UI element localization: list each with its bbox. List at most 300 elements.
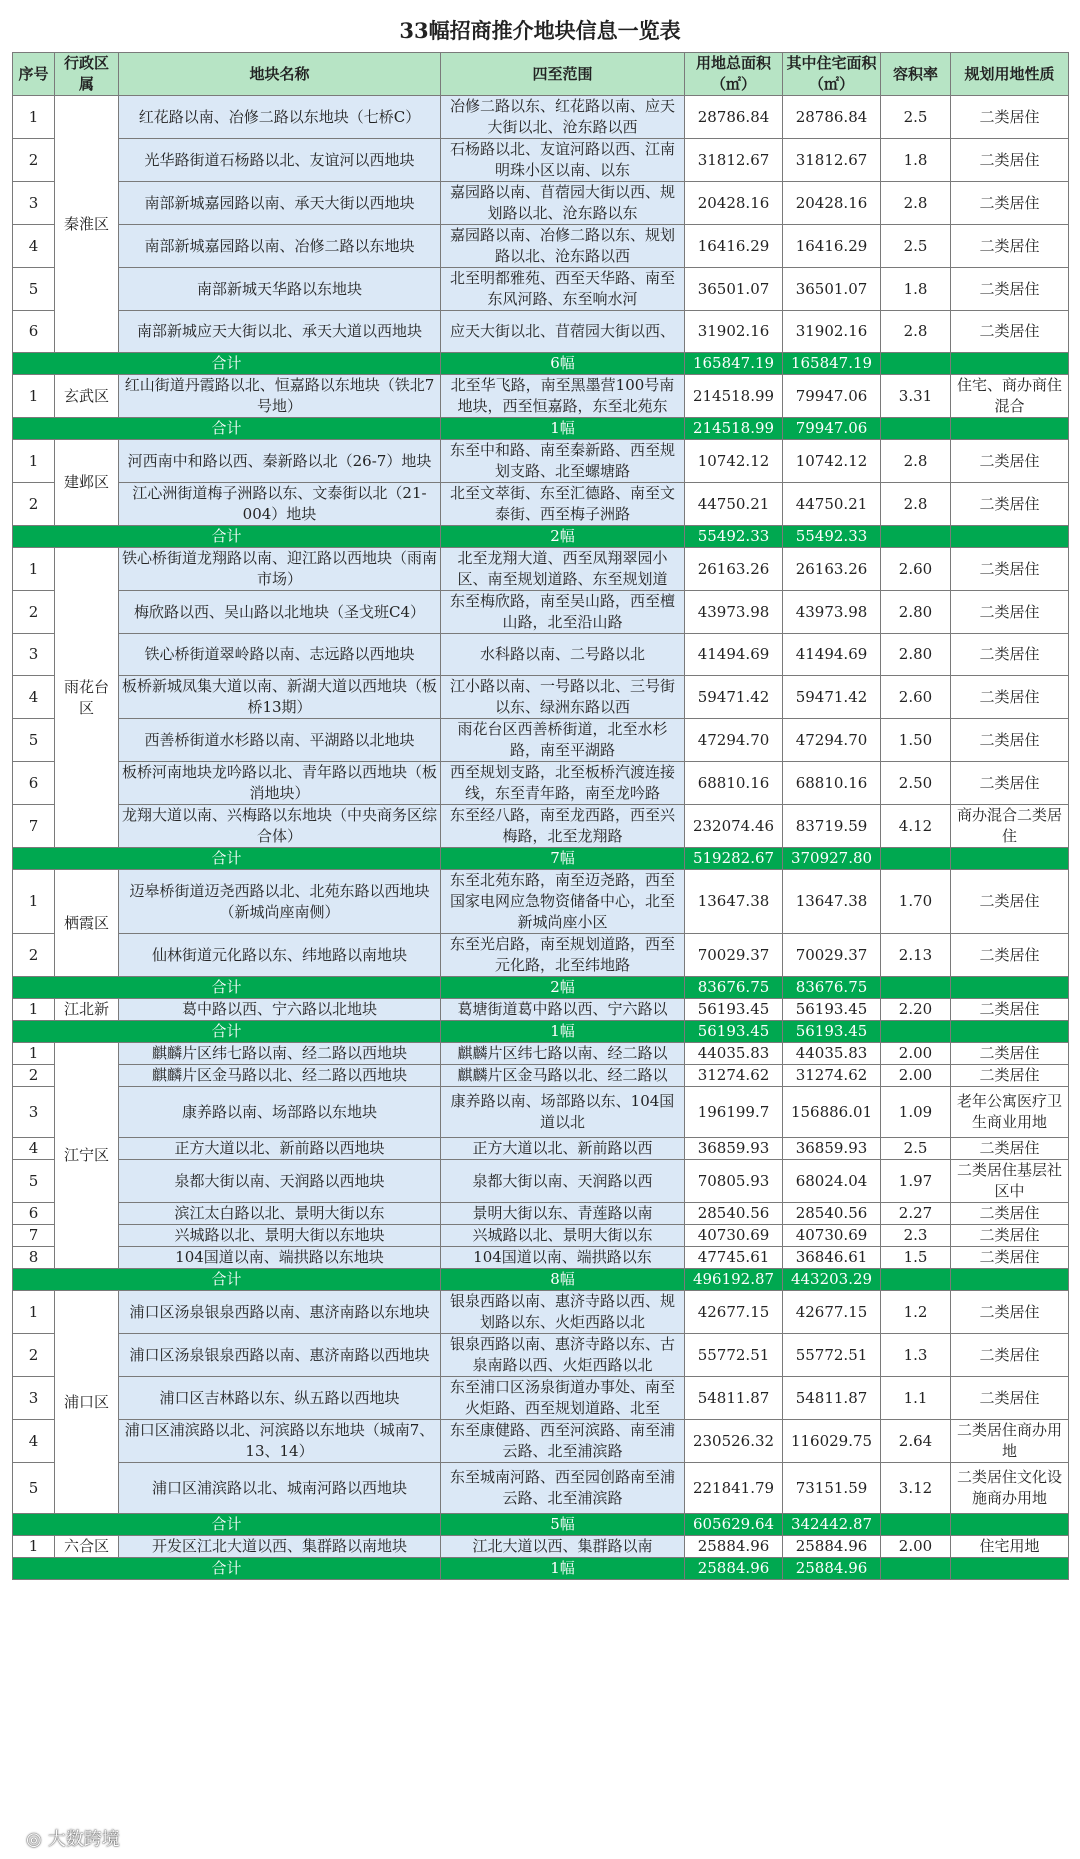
subtotal-res-area: 370927.80 (783, 848, 881, 870)
floor-area-ratio: 2.27 (881, 1203, 951, 1225)
col-header-district: 行政区属 (55, 53, 119, 96)
parcel-range: 江北大道以西、集群路以南 (441, 1536, 685, 1558)
land-use: 二类居住基层社区中 (951, 1160, 1069, 1203)
col-header-res-area: 其中住宅面积（㎡） (783, 53, 881, 96)
land-use: 二类居住 (951, 934, 1069, 977)
residential-area: 31812.67 (783, 139, 881, 182)
total-area: 230526.32 (685, 1420, 783, 1463)
row-number: 1 (13, 96, 55, 139)
district-cell: 六合区 (55, 1536, 119, 1558)
parcel-name: 浦口区吉林路以东、纵五路以西地块 (119, 1377, 441, 1420)
district-cell: 秦淮区 (55, 96, 119, 353)
total-area: 54811.87 (685, 1377, 783, 1420)
subtotal-area: 605629.64 (685, 1514, 783, 1536)
land-use: 二类居住 (951, 1291, 1069, 1334)
subtotal-area: 496192.87 (685, 1269, 783, 1291)
parcel-name: 康养路以南、场部路以东地块 (119, 1087, 441, 1138)
row-number: 1 (13, 375, 55, 418)
subtotal-res-area: 79947.06 (783, 418, 881, 440)
subtotal-label: 合计 (13, 418, 441, 440)
table-row (13, 182, 1069, 225)
parcel-name: 麒麟片区纬七路以南、经二路以西地块 (119, 1043, 441, 1065)
total-area: 232074.46 (685, 805, 783, 848)
land-use: 二类居住 (951, 1225, 1069, 1247)
table-row (13, 1334, 1069, 1377)
subtotal-empty (951, 1269, 1069, 1291)
floor-area-ratio: 3.12 (881, 1463, 951, 1514)
floor-area-ratio: 1.97 (881, 1160, 951, 1203)
parcel-name: 浦口区汤泉银泉西路以南、惠济南路以西地块 (119, 1334, 441, 1377)
table-row (13, 934, 1069, 977)
row-number: 3 (13, 634, 55, 676)
row-number: 1 (13, 999, 55, 1021)
row-number: 2 (13, 1334, 55, 1377)
table-row (13, 1247, 1069, 1269)
residential-area: 70029.37 (783, 934, 881, 977)
total-area: 20428.16 (685, 182, 783, 225)
residential-area: 28786.84 (783, 96, 881, 139)
row-number: 6 (13, 1203, 55, 1225)
subtotal-area: 214518.99 (685, 418, 783, 440)
residential-area: 44750.21 (783, 483, 881, 526)
residential-area: 116029.75 (783, 1420, 881, 1463)
district-cell: 栖霞区 (55, 870, 119, 977)
residential-area: 55772.51 (783, 1334, 881, 1377)
residential-area: 56193.45 (783, 999, 881, 1021)
district-cell: 玄武区 (55, 375, 119, 418)
table-row (13, 375, 1069, 418)
residential-area: 16416.29 (783, 225, 881, 268)
subtotal-count: 7幅 (441, 848, 685, 870)
land-use: 二类居住 (951, 676, 1069, 719)
total-area: 28786.84 (685, 96, 783, 139)
table-row (13, 96, 1069, 139)
row-number: 2 (13, 934, 55, 977)
floor-area-ratio: 2.3 (881, 1225, 951, 1247)
subtotal-count: 5幅 (441, 1514, 685, 1536)
parcel-name: 红花路以南、冶修二路以东地块（七桥C） (119, 96, 441, 139)
table-row (13, 1536, 1069, 1558)
subtotal-empty (951, 1514, 1069, 1536)
parcel-range: 石杨路以北、友谊河路以西、江南明珠小区以南、以东 (441, 139, 685, 182)
land-use: 二类居住 (951, 1334, 1069, 1377)
parcel-name: 铁心桥街道翠岭路以南、志远路以西地块 (119, 634, 441, 676)
subtotal-label: 合计 (13, 1558, 441, 1580)
table-row (13, 440, 1069, 483)
subtotal-area: 165847.19 (685, 353, 783, 375)
table-row (13, 676, 1069, 719)
parcel-range: 雨花台区西善桥街道，北至水杉路，南至平湖路 (441, 719, 685, 762)
district-cell: 江北新 (55, 999, 119, 1021)
subtotal-empty (951, 1558, 1069, 1580)
total-area: 26163.26 (685, 548, 783, 591)
total-area: 47294.70 (685, 719, 783, 762)
row-number: 5 (13, 268, 55, 311)
floor-area-ratio: 2.5 (881, 225, 951, 268)
total-area: 44035.83 (685, 1043, 783, 1065)
district-cell: 雨花台区 (55, 548, 119, 848)
parcel-range: 北至明都雅苑、西至天华路、南至东风河路、东至响水河 (441, 268, 685, 311)
subtotal-area: 519282.67 (685, 848, 783, 870)
table-row (13, 870, 1069, 934)
floor-area-ratio: 2.80 (881, 591, 951, 634)
table-row (13, 1138, 1069, 1160)
floor-area-ratio: 2.00 (881, 1065, 951, 1087)
residential-area: 28540.56 (783, 1203, 881, 1225)
subtotal-count: 8幅 (441, 1269, 685, 1291)
land-use: 二类居住 (951, 1203, 1069, 1225)
table-row (13, 268, 1069, 311)
parcel-name: 板桥河南地块龙吟路以北、青年路以西地块（板消地块） (119, 762, 441, 805)
row-number: 3 (13, 182, 55, 225)
floor-area-ratio: 2.20 (881, 999, 951, 1021)
total-area: 59471.42 (685, 676, 783, 719)
floor-area-ratio: 1.1 (881, 1377, 951, 1420)
parcel-range: 北至龙翔大道、西至凤翔翠园小区、南至规划道路、东至规划道 (441, 548, 685, 591)
total-area: 13647.38 (685, 870, 783, 934)
parcel-name: 泉都大街以南、天润路以西地块 (119, 1160, 441, 1203)
parcel-name: 开发区江北大道以西、集群路以南地块 (119, 1536, 441, 1558)
subtotal-label: 合计 (13, 1021, 441, 1043)
residential-area: 156886.01 (783, 1087, 881, 1138)
land-use: 二类居住 (951, 548, 1069, 591)
parcel-range: 东至经八路，南至龙西路，西至兴梅路，北至龙翔路 (441, 805, 685, 848)
floor-area-ratio: 2.8 (881, 182, 951, 225)
row-number: 4 (13, 1420, 55, 1463)
subtotal-row (13, 418, 1069, 440)
floor-area-ratio: 2.64 (881, 1420, 951, 1463)
subtotal-empty (951, 1021, 1069, 1043)
floor-area-ratio: 1.8 (881, 139, 951, 182)
land-use: 二类居住 (951, 1377, 1069, 1420)
parcel-name: 板桥新城凤集大道以南、新湖大道以西地块（板桥13期） (119, 676, 441, 719)
land-use: 二类居住 (951, 870, 1069, 934)
land-use: 二类居住 (951, 268, 1069, 311)
residential-area: 47294.70 (783, 719, 881, 762)
parcel-range: 东至北苑东路，南至迈尧路，西至国家电网应急物资储备中心，北至新城尚座小区 (441, 870, 685, 934)
total-area: 196199.7 (685, 1087, 783, 1138)
row-number: 7 (13, 805, 55, 848)
subtotal-empty (951, 848, 1069, 870)
parcel-name: 江心洲街道梅子洲路以东、文泰街以北（21-004）地块 (119, 483, 441, 526)
parcel-range: 景明大街以东、青莲路以南 (441, 1203, 685, 1225)
watermark (26, 1826, 120, 1854)
subtotal-count: 1幅 (441, 1021, 685, 1043)
parcel-range: 西至规划支路，北至板桥汽渡连接线，东至青年路，南至龙吟路 (441, 762, 685, 805)
table-row (13, 1291, 1069, 1334)
row-number: 4 (13, 225, 55, 268)
table-row (13, 1043, 1069, 1065)
subtotal-empty (881, 526, 951, 548)
parcel-name: 梅欣路以西、吴山路以北地块（圣戈班C4） (119, 591, 441, 634)
residential-area: 36846.61 (783, 1247, 881, 1269)
total-area: 31812.67 (685, 139, 783, 182)
row-number: 3 (13, 1377, 55, 1420)
subtotal-area: 55492.33 (685, 526, 783, 548)
parcel-range: 兴城路以北、景明大街以东 (441, 1225, 685, 1247)
table-row (13, 1225, 1069, 1247)
total-area: 40730.69 (685, 1225, 783, 1247)
subtotal-res-area: 56193.45 (783, 1021, 881, 1043)
land-use: 二类居住 (951, 139, 1069, 182)
subtotal-empty (951, 418, 1069, 440)
total-area: 10742.12 (685, 440, 783, 483)
col-header-no: 序号 (13, 53, 55, 96)
total-area: 31902.16 (685, 311, 783, 353)
subtotal-row (13, 1514, 1069, 1536)
residential-area: 36501.07 (783, 268, 881, 311)
residential-area: 42677.15 (783, 1291, 881, 1334)
subtotal-res-area: 25884.96 (783, 1558, 881, 1580)
subtotal-res-area: 165847.19 (783, 353, 881, 375)
subtotal-row (13, 1558, 1069, 1580)
subtotal-empty (951, 353, 1069, 375)
parcel-name: 红山街道丹霞路以北、恒嘉路以东地块（铁北7号地） (119, 375, 441, 418)
subtotal-count: 6幅 (441, 353, 685, 375)
table-row (13, 1065, 1069, 1087)
subtotal-label: 合计 (13, 1514, 441, 1536)
col-header-far: 容积率 (881, 53, 951, 96)
parcel-name: 104国道以南、端拱路以东地块 (119, 1247, 441, 1269)
table-row (13, 225, 1069, 268)
parcel-name: 河西南中和路以西、秦新路以北（26-7）地块 (119, 440, 441, 483)
parcel-name: 正方大道以北、新前路以西地块 (119, 1138, 441, 1160)
subtotal-res-area: 443203.29 (783, 1269, 881, 1291)
parcel-range: 泉都大街以南、天润路以西 (441, 1160, 685, 1203)
table-row (13, 548, 1069, 591)
brand-logo-icon: ◎ (26, 1829, 42, 1850)
subtotal-empty (881, 418, 951, 440)
parcel-name: 南部新城嘉园路以南、承天大街以西地块 (119, 182, 441, 225)
parcel-range: 嘉园路以南、苜蓿园大街以西、规划路以北、沧东路以东 (441, 182, 685, 225)
table-row (13, 762, 1069, 805)
col-header-range: 四至范围 (441, 53, 685, 96)
floor-area-ratio: 2.5 (881, 96, 951, 139)
residential-area: 31902.16 (783, 311, 881, 353)
residential-area: 26163.26 (783, 548, 881, 591)
total-area: 28540.56 (685, 1203, 783, 1225)
total-area: 42677.15 (685, 1291, 783, 1334)
row-number: 1 (13, 1536, 55, 1558)
total-area: 25884.96 (685, 1536, 783, 1558)
table-row (13, 591, 1069, 634)
total-area: 44750.21 (685, 483, 783, 526)
floor-area-ratio: 1.5 (881, 1247, 951, 1269)
floor-area-ratio: 2.60 (881, 548, 951, 591)
row-number: 1 (13, 548, 55, 591)
parcel-name: 浦口区浦滨路以北、城南河路以西地块 (119, 1463, 441, 1514)
subtotal-area: 56193.45 (685, 1021, 783, 1043)
table-row (13, 1377, 1069, 1420)
total-area: 221841.79 (685, 1463, 783, 1514)
table-row (13, 483, 1069, 526)
land-use: 二类居住 (951, 1065, 1069, 1087)
subtotal-empty (881, 848, 951, 870)
subtotal-count: 2幅 (441, 526, 685, 548)
table-row (13, 719, 1069, 762)
land-use: 二类居住 (951, 634, 1069, 676)
table-title: 33幅招商推介地块信息一览表 (399, 18, 681, 43)
land-use: 二类居住 (951, 483, 1069, 526)
parcel-name: 滨江太白路以北、景明大街以东 (119, 1203, 441, 1225)
land-use: 住宅用地 (951, 1536, 1069, 1558)
subtotal-empty (881, 1514, 951, 1536)
parcel-range: 麒麟片区金马路以北、经二路以 (441, 1065, 685, 1087)
floor-area-ratio: 2.8 (881, 311, 951, 353)
watermark-text: 大数跨境 (47, 1829, 120, 1850)
parcel-range: 银泉西路以南、惠济寺路以东、古泉南路以西、火炬西路以北 (441, 1334, 685, 1377)
subtotal-row (13, 526, 1069, 548)
floor-area-ratio: 1.8 (881, 268, 951, 311)
parcel-range: 北至华飞路，南至黑墨营100号南地块，西至恒嘉路，东至北苑东 (441, 375, 685, 418)
land-use: 二类居住 (951, 225, 1069, 268)
district-cell: 江宁区 (55, 1043, 119, 1269)
subtotal-label: 合计 (13, 977, 441, 999)
col-header-use: 规划用地性质 (951, 53, 1069, 96)
floor-area-ratio: 2.13 (881, 934, 951, 977)
col-header-area: 用地总面积（㎡） (685, 53, 783, 96)
parcel-name: 龙翔大道以南、兴梅路以东地块（中央商务区综合体） (119, 805, 441, 848)
land-use: 二类居住 (951, 1138, 1069, 1160)
subtotal-empty (881, 977, 951, 999)
row-number: 2 (13, 1065, 55, 1087)
residential-area: 25884.96 (783, 1536, 881, 1558)
row-number: 6 (13, 311, 55, 353)
residential-area: 83719.59 (783, 805, 881, 848)
row-number: 1 (13, 1291, 55, 1334)
residential-area: 54811.87 (783, 1377, 881, 1420)
land-use: 商办混合二类居住 (951, 805, 1069, 848)
table-row (13, 805, 1069, 848)
parcel-range: 正方大道以北、新前路以西 (441, 1138, 685, 1160)
parcel-range: 北至文萃街、东至汇德路、南至文泰街、西至梅子洲路 (441, 483, 685, 526)
subtotal-row (13, 1021, 1069, 1043)
residential-area: 13647.38 (783, 870, 881, 934)
residential-area: 68810.16 (783, 762, 881, 805)
floor-area-ratio: 2.50 (881, 762, 951, 805)
land-use: 二类居住文化设施商办用地 (951, 1463, 1069, 1514)
parcel-name: 南部新城应天大街以北、承天大道以西地块 (119, 311, 441, 353)
residential-area: 68024.04 (783, 1160, 881, 1203)
parcel-name: 麒麟片区金马路以北、经二路以西地块 (119, 1065, 441, 1087)
row-number: 5 (13, 719, 55, 762)
residential-area: 31274.62 (783, 1065, 881, 1087)
table-row (13, 1463, 1069, 1514)
parcel-range: 东至中和路、南至秦新路、西至规划支路、北至螺塘路 (441, 440, 685, 483)
total-area: 36859.93 (685, 1138, 783, 1160)
parcel-range: 嘉园路以南、冶修二路以东、规划路以北、沧东路以西 (441, 225, 685, 268)
residential-area: 59471.42 (783, 676, 881, 719)
parcel-name: 南部新城嘉园路以南、冶修二路以东地块 (119, 225, 441, 268)
row-number: 2 (13, 591, 55, 634)
residential-area: 79947.06 (783, 375, 881, 418)
floor-area-ratio: 1.70 (881, 870, 951, 934)
land-use: 二类居住 (951, 1043, 1069, 1065)
parcel-range: 康养路以南、场部路以东、104国道以北 (441, 1087, 685, 1138)
total-area: 55772.51 (685, 1334, 783, 1377)
parcel-name: 浦口区浦滨路以北、河滨路以东地块（城南7、13、14） (119, 1420, 441, 1463)
land-use: 二类居住 (951, 96, 1069, 139)
total-area: 31274.62 (685, 1065, 783, 1087)
table-row (13, 1420, 1069, 1463)
subtotal-area: 83676.75 (685, 977, 783, 999)
total-area: 56193.45 (685, 999, 783, 1021)
residential-area: 73151.59 (783, 1463, 881, 1514)
residential-area: 20428.16 (783, 182, 881, 225)
parcel-range: 104国道以南、端拱路以东 (441, 1247, 685, 1269)
row-number: 6 (13, 762, 55, 805)
row-number: 8 (13, 1247, 55, 1269)
parcel-range: 水科路以南、二号路以北 (441, 634, 685, 676)
table-row (13, 1087, 1069, 1138)
floor-area-ratio: 2.5 (881, 1138, 951, 1160)
parcel-range: 冶修二路以东、红花路以南、应天大街以北、沧东路以西 (441, 96, 685, 139)
subtotal-empty (881, 353, 951, 375)
subtotal-empty (881, 1269, 951, 1291)
total-area: 41494.69 (685, 634, 783, 676)
floor-area-ratio: 4.12 (881, 805, 951, 848)
parcel-range: 东至康健路、西至河滨路、南至浦云路、北至浦滨路 (441, 1420, 685, 1463)
floor-area-ratio: 3.31 (881, 375, 951, 418)
land-use: 二类居住 (951, 440, 1069, 483)
residential-area: 40730.69 (783, 1225, 881, 1247)
table-row (13, 1203, 1069, 1225)
total-area: 214518.99 (685, 375, 783, 418)
subtotal-res-area: 342442.87 (783, 1514, 881, 1536)
parcel-range: 东至光启路，南至规划道路，西至元化路，北至纬地路 (441, 934, 685, 977)
floor-area-ratio: 1.09 (881, 1087, 951, 1138)
total-area: 16416.29 (685, 225, 783, 268)
subtotal-empty (951, 526, 1069, 548)
total-area: 68810.16 (685, 762, 783, 805)
row-number: 2 (13, 483, 55, 526)
table-row (13, 999, 1069, 1021)
parcel-range: 东至城南河路、西至园创路南至浦云路、北至浦滨路 (441, 1463, 685, 1514)
row-number: 7 (13, 1225, 55, 1247)
floor-area-ratio: 2.8 (881, 483, 951, 526)
row-number: 1 (13, 1043, 55, 1065)
land-use: 二类居住 (951, 1247, 1069, 1269)
subtotal-label: 合计 (13, 1269, 441, 1291)
land-use: 二类居住商办用地 (951, 1420, 1069, 1463)
subtotal-label: 合计 (13, 353, 441, 375)
total-area: 70029.37 (685, 934, 783, 977)
floor-area-ratio: 2.8 (881, 440, 951, 483)
row-number: 2 (13, 139, 55, 182)
parcel-name: 西善桥街道水杉路以南、平湖路以北地块 (119, 719, 441, 762)
total-area: 36501.07 (685, 268, 783, 311)
land-use: 二类居住 (951, 999, 1069, 1021)
row-number: 5 (13, 1463, 55, 1514)
parcel-name: 南部新城天华路以东地块 (119, 268, 441, 311)
row-number: 1 (13, 440, 55, 483)
residential-area: 36859.93 (783, 1138, 881, 1160)
residential-area: 44035.83 (783, 1043, 881, 1065)
subtotal-count: 1幅 (441, 418, 685, 440)
district-cell: 浦口区 (55, 1291, 119, 1514)
parcel-range: 应天大街以北、苜蓿园大街以西、 (441, 311, 685, 353)
row-number: 3 (13, 1087, 55, 1138)
parcel-name: 浦口区汤泉银泉西路以南、惠济南路以东地块 (119, 1291, 441, 1334)
subtotal-row (13, 1269, 1069, 1291)
subtotal-res-area: 55492.33 (783, 526, 881, 548)
subtotal-area: 25884.96 (685, 1558, 783, 1580)
table-row (13, 634, 1069, 676)
floor-area-ratio: 1.2 (881, 1291, 951, 1334)
parcel-range: 东至浦口区汤泉街道办事处、南至火炬路、西至规划道路、北至 (441, 1377, 685, 1420)
parcel-name: 迈皋桥街道迈尧西路以北、北苑东路以西地块（新城尚座南侧） (119, 870, 441, 934)
land-use: 住宅、商办商住混合 (951, 375, 1069, 418)
